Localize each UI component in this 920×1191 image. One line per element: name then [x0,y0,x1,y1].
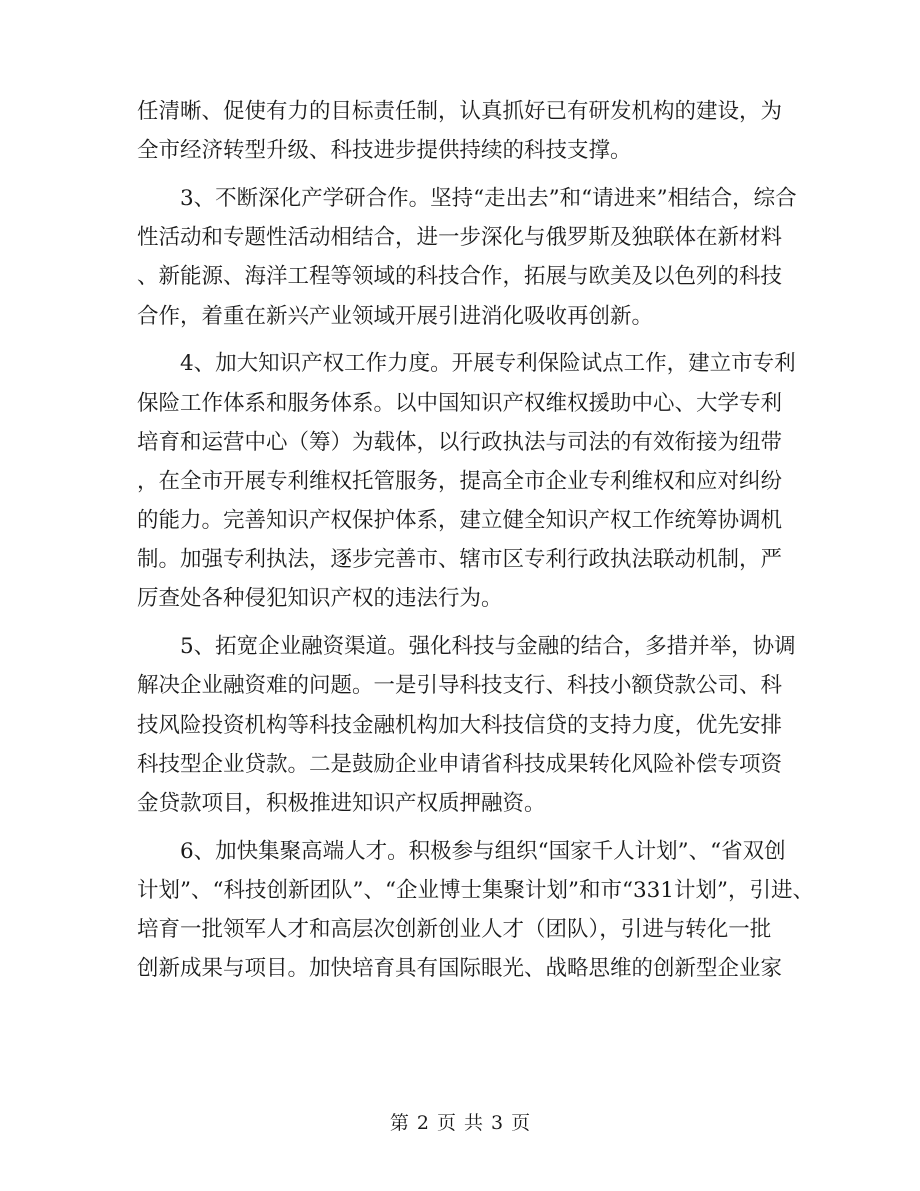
footer-page-label: 第 [389,1112,409,1134]
paragraph-gap [137,336,787,345]
text-line: ，在全市开展专利维权托管服务，提高全市企业专利维权和应对纠纷 [137,468,783,494]
paragraph [137,92,787,170]
text-line: 5、拓宽企业融资渠道。强化科技与金融的结合，多措并举，协调 [180,634,796,660]
paragraph [137,179,797,336]
text-line: 制。加强专利执法，逐步完善市、辖市区专利行政执法联动机制，严 [137,547,783,573]
page-footer [0,1108,920,1138]
paragraph-gap [137,823,787,832]
footer-page-unit: 页 [436,1112,456,1134]
footer-current-page: 2 [416,1112,429,1134]
text-line: 培育一批领军人才和高层次创新创业人才（团队），引进与转化一批 [137,917,772,943]
text-line: 金贷款项目，积极推进知识产权质押融资。 [137,790,546,816]
paragraph [137,627,796,823]
text-line: 科技型企业贷款。二是鼓励企业申请省科技成果转化风险补偿专项资 [137,751,783,777]
text-line: 培育和运营中心（筹）为载体，以行政执法与司法的有效衔接为纽带 [137,429,783,455]
text-line: 厉查处各种侵犯知识产权的违法行为。 [137,586,503,612]
text-line: 创新成果与项目。加快培育具有国际眼光、战略思维的创新型企业家 [137,956,783,982]
footer-total-label: 共 [464,1112,484,1134]
text-line: 4、加大知识产权工作力度。开展专利保险试点工作，建立市专利 [180,351,796,377]
text-line: 、新能源、海洋工程等领域的科技合作，拓展与欧美及以色列的科技 [137,264,783,290]
text-line: 计划”、“科技创新团队”、“企业博士集聚计划”和市“331计划”，引进、 [137,877,814,903]
paragraph-gap [137,170,787,179]
footer-total-unit: 页 [511,1112,531,1134]
text-line: 6、加快集聚高端人才。积极参与组织“国家千人计划”、“省双创 [180,838,786,864]
footer-total-pages: 3 [491,1112,504,1134]
text-line: 任清晰、促使有力的目标责任制，认真抓好已有研发机构的建设，为 [137,99,783,124]
text-line: 技风险投资机构等科技金融机构加大科技信贷的支持力度，优先安排 [137,712,783,738]
paragraph [137,832,814,989]
text-line: 解决企业融资难的问题。一是引导科技支行、科技小额贷款公司、科 [137,673,783,699]
text-line: 合作，着重在新兴产业领域开展引进消化吸收再创新。 [137,303,654,329]
paragraph-gap [137,619,787,628]
document-body [137,92,814,989]
paragraph [137,344,796,618]
text-line: 保险工作体系和服务体系。以中国知识产权维权援助中心、大学专利 [137,390,783,416]
text-line: 3、不断深化产学研合作。坚持“走出去”和“请进来”相结合，综合 [180,185,797,211]
text-line: 的能力。完善知识产权保护体系，建立健全知识产权工作统筹协调机 [137,508,783,534]
text-line: 性活动和专题性活动相结合，进一步深化与俄罗斯及独联体在新材料 [137,225,783,251]
text-line: 全市经济转型升级、科技进步提供持续的科技支撑。 [137,138,632,164]
